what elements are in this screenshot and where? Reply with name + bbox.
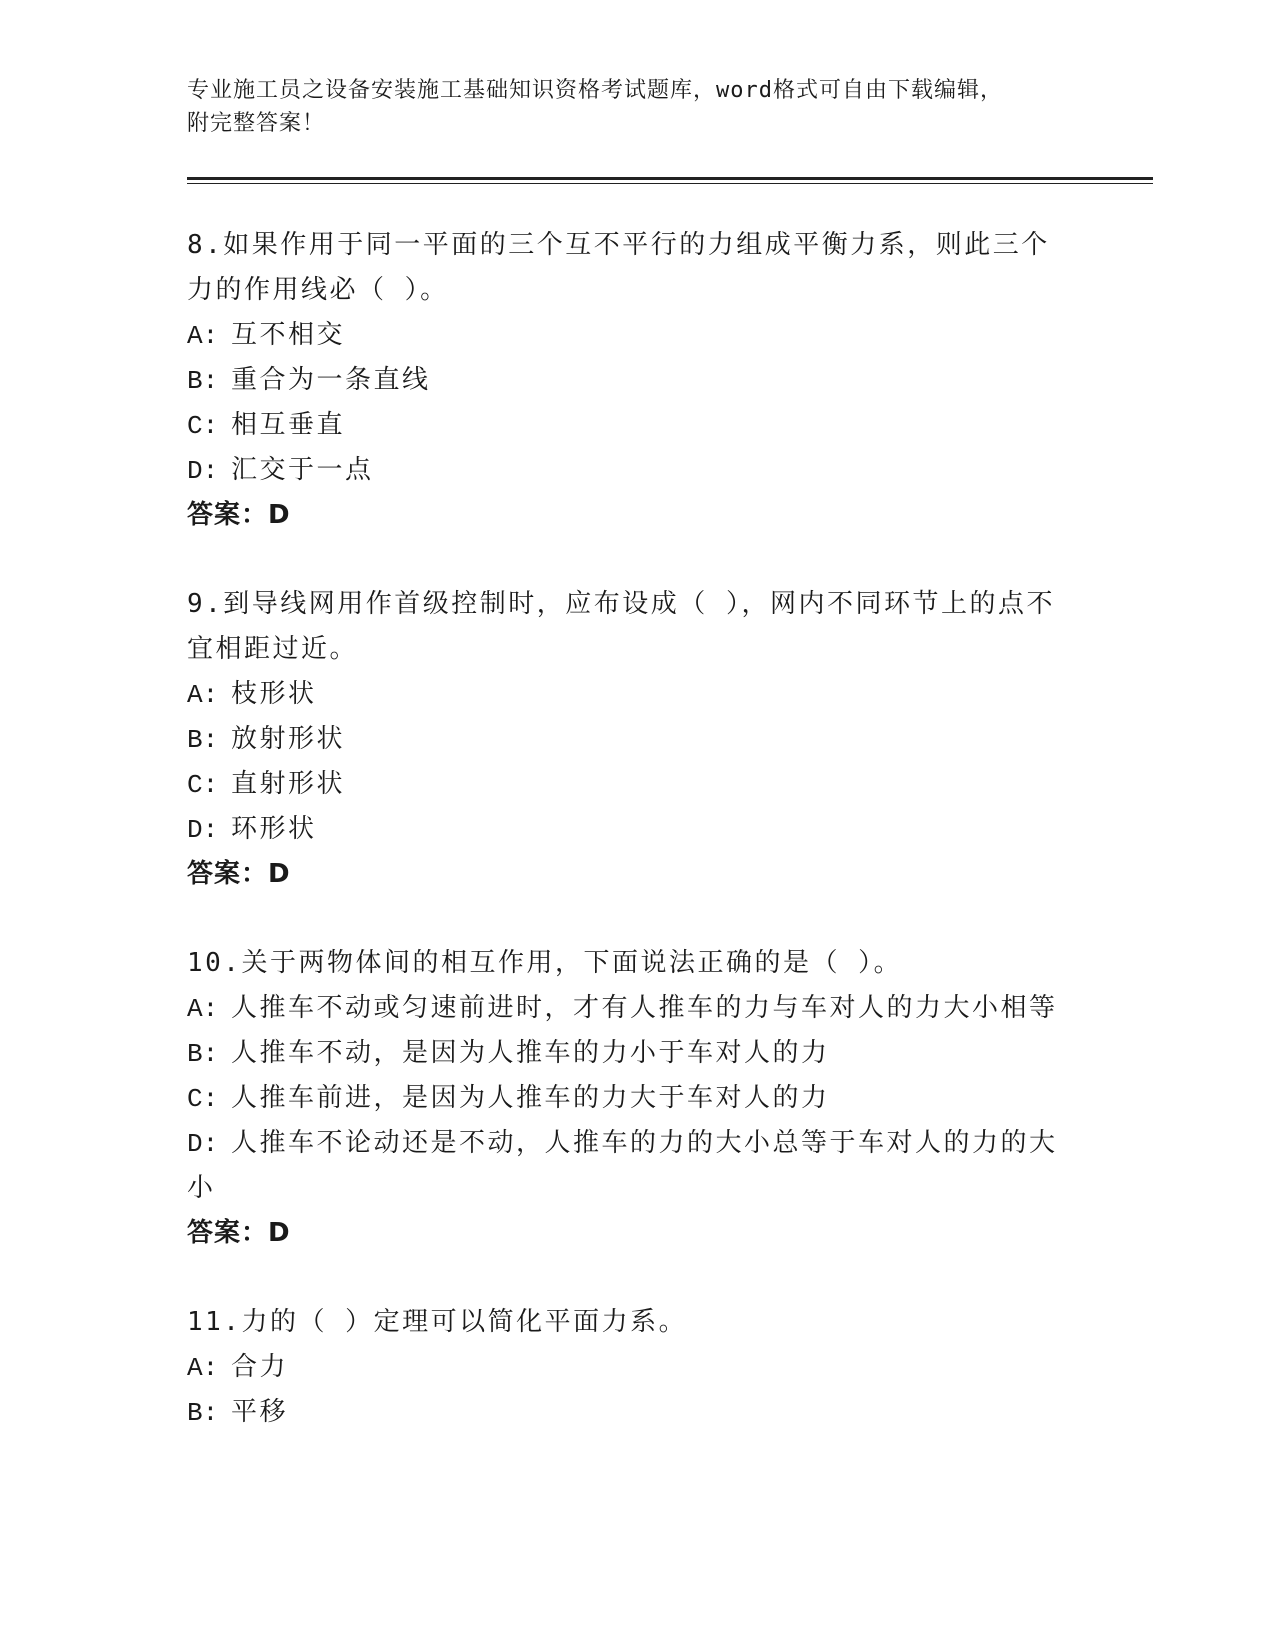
answer-label: 答案：D bbox=[187, 500, 291, 530]
option-text: 相互垂直 bbox=[231, 410, 346, 440]
question-stem-line: 11.力的（ ）定理可以简化平面力系。 bbox=[187, 1307, 688, 1337]
header-divider-thick bbox=[187, 177, 1153, 180]
option-text: 直射形状 bbox=[231, 769, 346, 799]
question-10 bbox=[187, 941, 1087, 1256]
option-text: 重合为一条直线 bbox=[231, 365, 431, 395]
option-text: 互不相交 bbox=[231, 320, 346, 350]
question-11 bbox=[187, 1300, 1087, 1435]
option-a bbox=[187, 672, 1087, 717]
option-d bbox=[187, 1121, 1087, 1166]
option-key: C: bbox=[187, 770, 219, 800]
option-key: B: bbox=[187, 725, 219, 755]
answer-label: 答案：D bbox=[187, 859, 291, 889]
option-text: 枝形状 bbox=[231, 679, 317, 709]
option-key: D: bbox=[187, 456, 219, 486]
header-line-1: 专业施工员之设备安装施工基础知识资格考试题库，word格式可自由下载编辑， bbox=[187, 78, 1003, 103]
option-d-continuation: 小 bbox=[187, 1173, 216, 1203]
option-b bbox=[187, 717, 1087, 762]
option-c bbox=[187, 1076, 1087, 1121]
option-key: D: bbox=[187, 815, 219, 845]
option-text: 人推车不动或匀速前进时，才有人推车的力与车对人的力大小相等 bbox=[231, 993, 1058, 1023]
option-c bbox=[187, 403, 1087, 448]
option-text: 人推车前进，是因为人推车的力大于车对人的力 bbox=[231, 1083, 830, 1113]
option-text: 人推车不论动还是不动，人推车的力的大小总等于车对人的力的大 bbox=[231, 1128, 1058, 1158]
option-key: C: bbox=[187, 1084, 219, 1114]
header-divider-thin bbox=[187, 183, 1153, 184]
option-a bbox=[187, 313, 1087, 358]
option-key: A: bbox=[187, 1353, 219, 1383]
question-stem-line: 力的作用线必（ ）。 bbox=[187, 275, 449, 305]
answer-label: 答案：D bbox=[187, 1218, 291, 1248]
question-stem-line: 9.到导线网用作首级控制时，应布设成（ ），网内不同环节上的点不 bbox=[187, 589, 1055, 619]
question-stem-line: 宜相距过近。 bbox=[187, 634, 359, 664]
option-text: 环形状 bbox=[231, 814, 317, 844]
option-text: 人推车不动，是因为人推车的力小于车对人的力 bbox=[231, 1038, 830, 1068]
option-key: A: bbox=[187, 680, 219, 710]
option-key: A: bbox=[187, 321, 219, 351]
question-9 bbox=[187, 582, 1087, 897]
option-key: A: bbox=[187, 994, 219, 1024]
option-b bbox=[187, 1390, 1087, 1435]
option-text: 平移 bbox=[231, 1397, 289, 1427]
question-stem-line: 8.如果作用于同一平面的三个互不平行的力组成平衡力系，则此三个 bbox=[187, 230, 1050, 260]
option-key: D: bbox=[187, 1129, 219, 1159]
option-b bbox=[187, 358, 1087, 403]
document-header bbox=[187, 74, 1087, 140]
question-8 bbox=[187, 223, 1087, 538]
option-text: 放射形状 bbox=[231, 724, 346, 754]
option-d bbox=[187, 807, 1087, 852]
header-line-2: 附完整答案！ bbox=[187, 111, 326, 136]
option-b bbox=[187, 1031, 1087, 1076]
option-text: 汇交于一点 bbox=[231, 455, 374, 485]
option-a bbox=[187, 986, 1087, 1031]
option-text: 合力 bbox=[231, 1352, 289, 1382]
question-stem-line: 10.关于两物体间的相互作用，下面说法正确的是（ ）。 bbox=[187, 948, 903, 978]
option-key: B: bbox=[187, 1398, 219, 1428]
option-key: B: bbox=[187, 366, 219, 396]
option-c bbox=[187, 762, 1087, 807]
option-d bbox=[187, 448, 1087, 493]
option-key: C: bbox=[187, 411, 219, 441]
option-a bbox=[187, 1345, 1087, 1390]
option-key: B: bbox=[187, 1039, 219, 1069]
